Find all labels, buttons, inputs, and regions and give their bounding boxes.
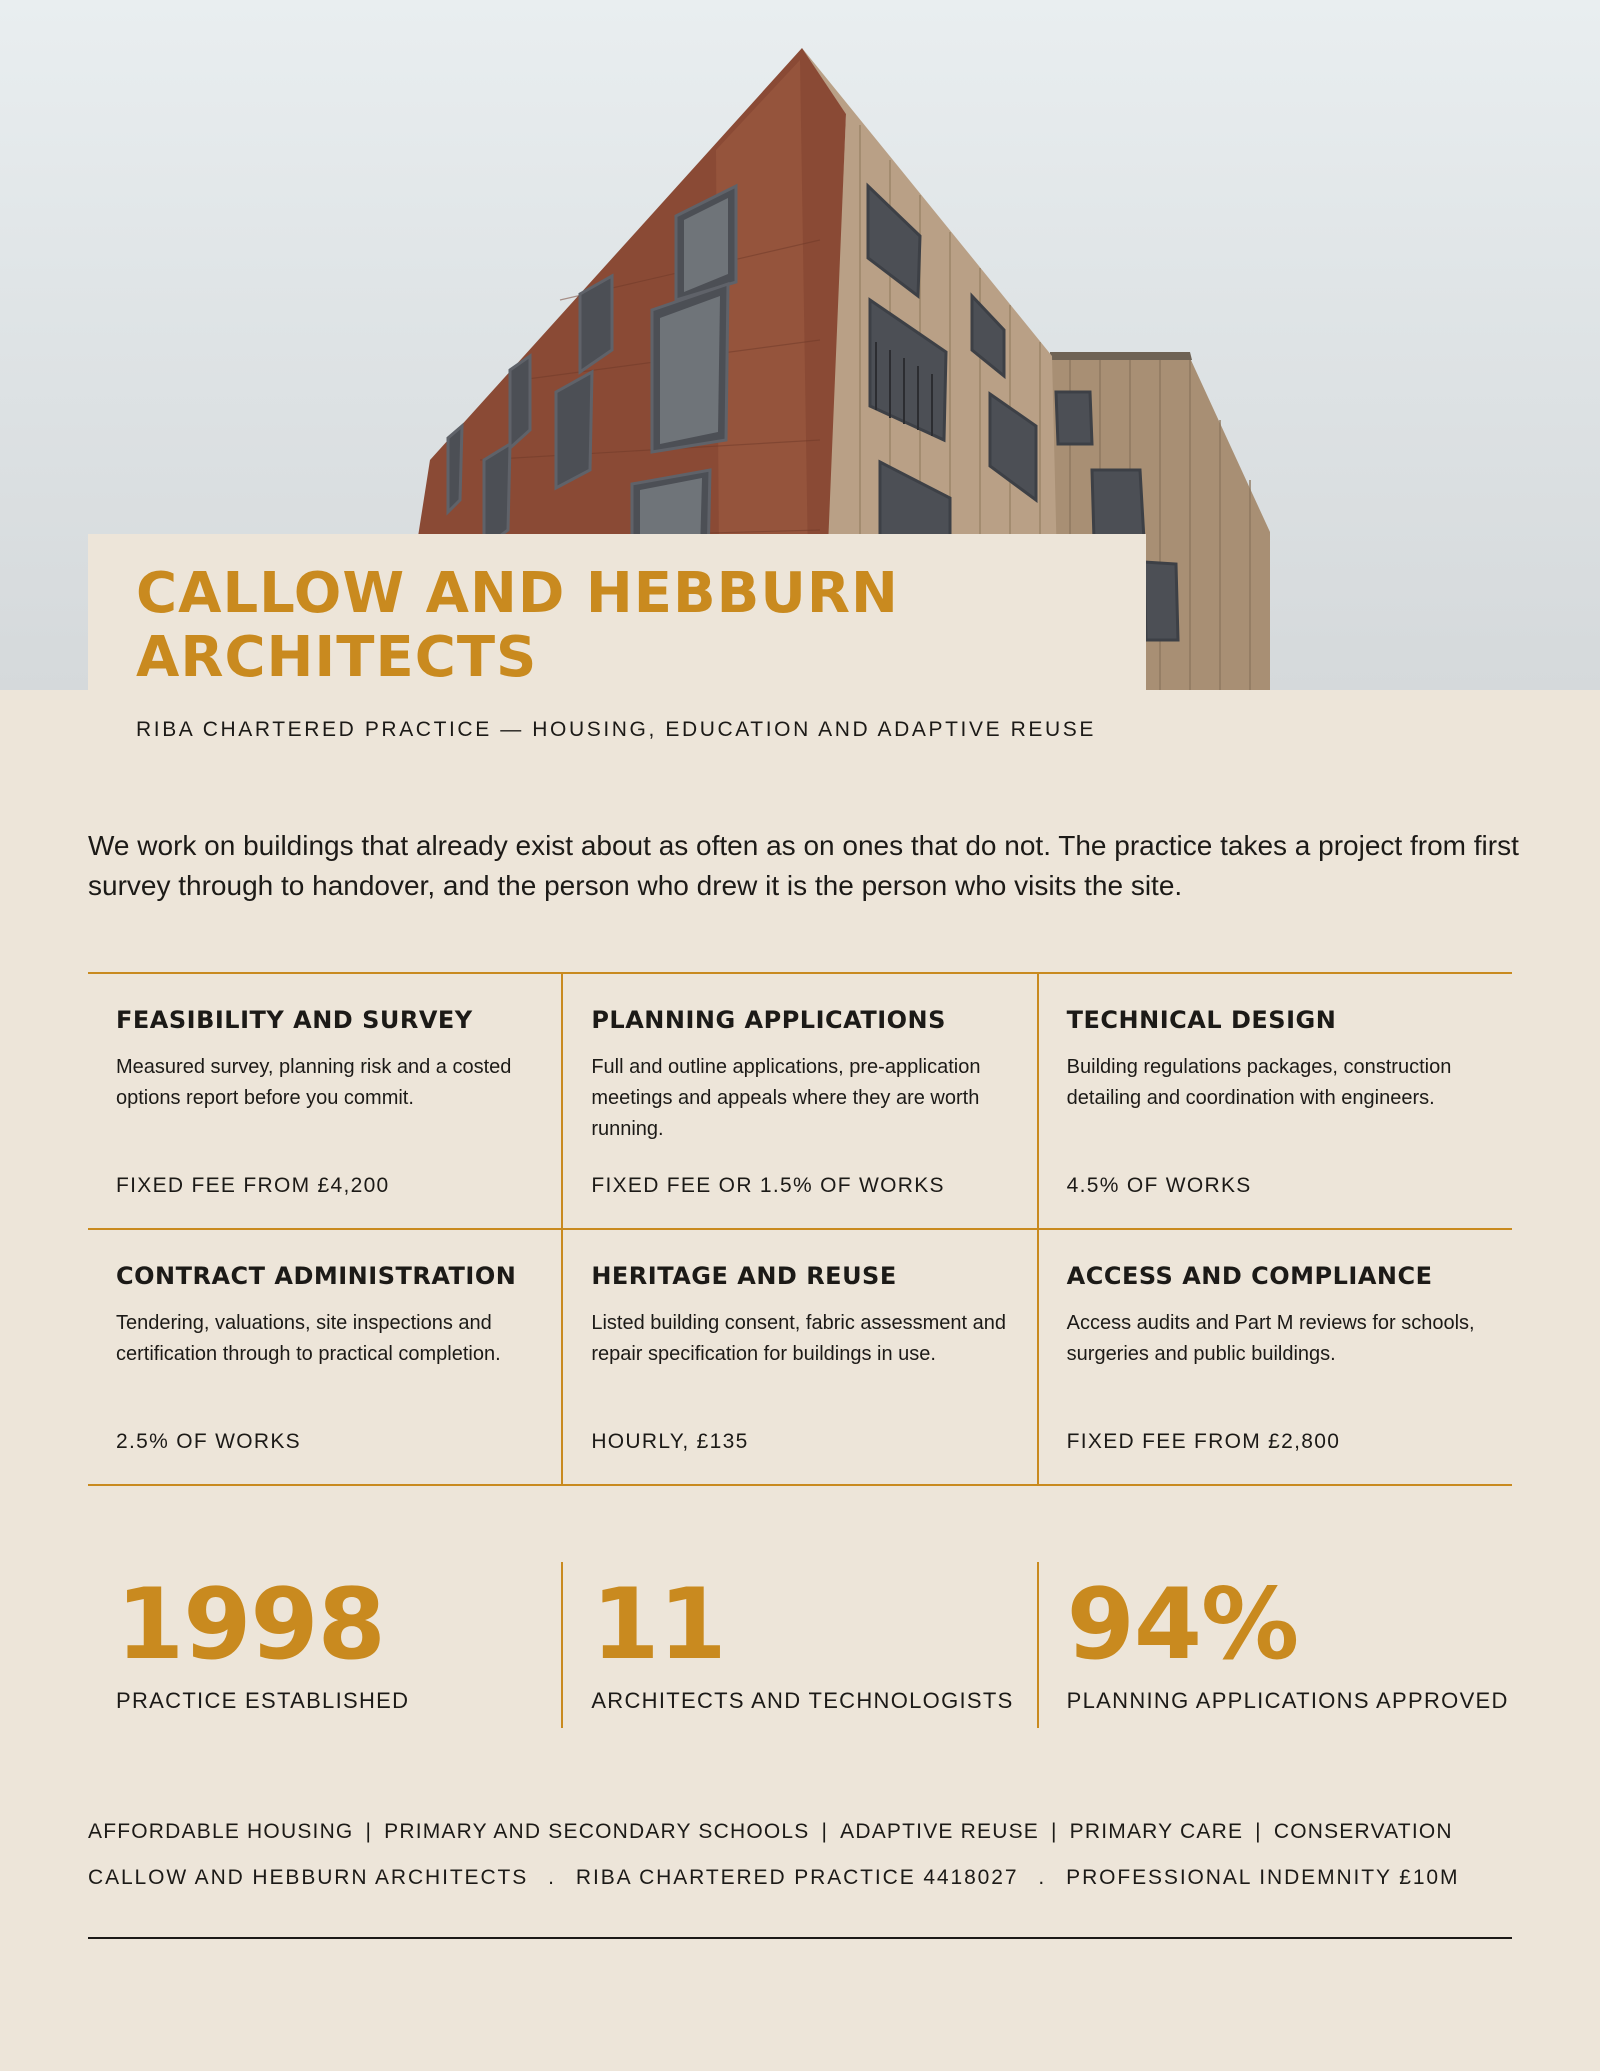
service-title: PLANNING APPLICATIONS	[591, 1006, 946, 1034]
footer-line	[88, 1866, 1459, 1890]
service-fee: FIXED FEE OR 1.5% OF WORKS	[591, 1174, 945, 1197]
service-description: Measured survey, planning risk and a costed options report before you commit.	[116, 1056, 512, 1109]
sector-item: AFFORDABLE HOUSING	[88, 1820, 354, 1843]
service-card-feasibility	[88, 974, 561, 1228]
sectors-list	[88, 1820, 1453, 1844]
footer-separator: .	[1038, 1866, 1047, 1889]
stat-established	[88, 1562, 561, 1728]
sector-separator: |	[365, 1820, 373, 1843]
sector-item: PRIMARY CARE	[1069, 1820, 1244, 1843]
sector-item: CONSERVATION	[1273, 1820, 1453, 1843]
service-title: HERITAGE AND REUSE	[591, 1262, 897, 1290]
intro-paragraph: We work on buildings that already exist about as often as on ones that do not. The practice takes a project from first survey through to handover, and the person who drew it is the person who visits the site.	[88, 830, 1519, 901]
service-title: FEASIBILITY AND SURVEY	[116, 1006, 473, 1034]
footer-rule	[88, 1937, 1512, 1939]
stat-approval-rate	[1037, 1562, 1512, 1728]
sector-separator: |	[1255, 1820, 1262, 1843]
stat-value: 11	[591, 1568, 726, 1682]
service-card-access	[1037, 1230, 1512, 1484]
stat-value: 94%	[1066, 1568, 1299, 1682]
sector-separator: |	[821, 1820, 829, 1843]
service-title: CONTRACT ADMINISTRATION	[116, 1262, 517, 1290]
sector-item: PRIMARY AND SECONDARY SCHOOLS	[384, 1820, 810, 1843]
stats-row	[88, 1562, 1512, 1728]
service-fee: HOURLY, £135	[591, 1430, 749, 1453]
stat-staff	[561, 1562, 1036, 1728]
service-description: Listed building consent, fabric assessment and repair specification for buildings in use.	[591, 1312, 1007, 1365]
page-title: CALLOW AND HEBBURN ARCHITECTS	[136, 561, 899, 690]
services-row	[88, 974, 1512, 1230]
footer-registration: RIBA CHARTERED PRACTICE 4418027	[575, 1866, 1019, 1889]
services-grid	[88, 972, 1512, 1486]
service-description: Building regulations packages, construction detailing and coordination with engineers.	[1066, 1056, 1452, 1109]
service-card-technical	[1037, 974, 1512, 1228]
service-fee: 2.5% OF WORKS	[116, 1430, 301, 1453]
service-fee: 4.5% OF WORKS	[1066, 1174, 1252, 1197]
sector-separator: |	[1051, 1820, 1058, 1843]
service-title: ACCESS AND COMPLIANCE	[1066, 1262, 1433, 1290]
stat-label: ARCHITECTS AND TECHNOLOGISTS	[591, 1688, 1014, 1713]
page-subtitle: RIBA CHARTERED PRACTICE — HOUSING, EDUCATION AND ADAPTIVE REUSE	[136, 718, 1096, 741]
service-description: Tendering, valuations, site inspections and certification through to practical completion.	[116, 1312, 501, 1365]
stat-value: 1998	[116, 1568, 385, 1682]
service-fee: FIXED FEE FROM £2,800	[1066, 1430, 1341, 1453]
stat-label: PLANNING APPLICATIONS APPROVED	[1066, 1688, 1509, 1713]
service-card-contract	[88, 1230, 561, 1484]
services-row	[88, 1230, 1512, 1486]
service-title: TECHNICAL DESIGN	[1066, 1006, 1337, 1034]
footer-insurance: PROFESSIONAL INDEMNITY £10M	[1066, 1866, 1460, 1889]
footer-name: CALLOW AND HEBBURN ARCHITECTS	[88, 1866, 529, 1889]
service-description: Full and outline applications, pre-application meetings and appeals where they are worth running.	[591, 1056, 981, 1140]
stat-label: PRACTICE ESTABLISHED	[116, 1688, 410, 1713]
sector-item: ADAPTIVE REUSE	[840, 1820, 1040, 1843]
service-fee: FIXED FEE FROM £4,200	[116, 1174, 390, 1197]
footer-separator: .	[548, 1866, 556, 1889]
service-card-heritage	[561, 1230, 1036, 1484]
service-description: Access audits and Part M reviews for schools, surgeries and public buildings.	[1066, 1312, 1475, 1365]
service-card-planning	[561, 974, 1036, 1228]
